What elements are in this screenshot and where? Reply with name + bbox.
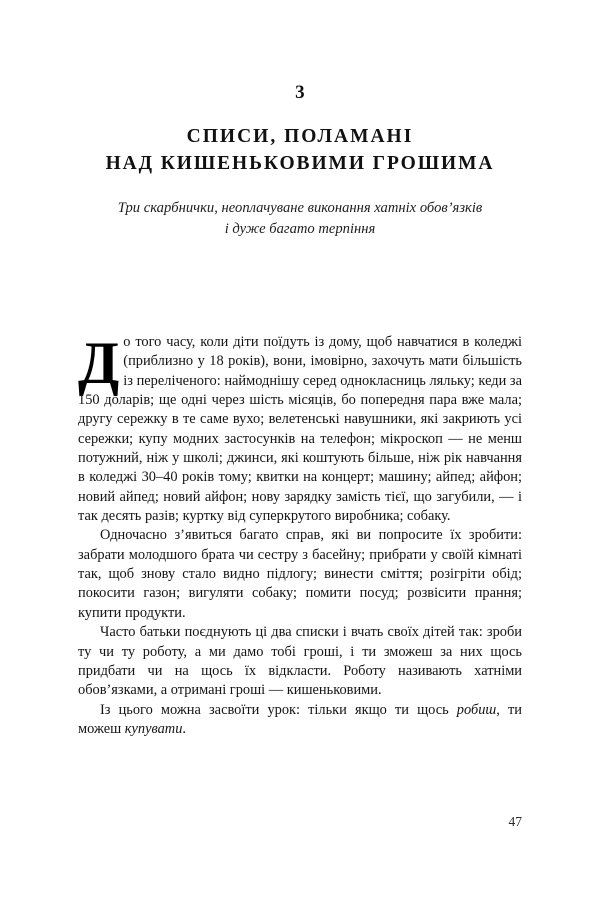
chapter-title-line-1: СПИСИ, ПОЛАМАНІ (186, 126, 414, 147)
chapter-number: 3 (295, 82, 305, 103)
chapter-subtitle-line-2: і дуже багато терпіння (224, 221, 376, 238)
chapter-title (78, 123, 522, 177)
paragraph-2-text: Одночасно з’явиться багато справ, які ви попросите їх зробити: забрати молодшого брата чи сестру з басейну; прибрати у своїй кімнаті так, щоб знову стало видно підлогу; винести сміття; розігріти обід; покосити газон; вигуляти собаку; помити посуд; розвісити прання; купити продукти. (78, 527, 522, 621)
paragraph-4-emphasis-robysh: робиш (456, 701, 497, 718)
chapter-subtitle-line-1: Три скарбнички, неоплачуване виконання хатніх обов’язків (117, 200, 483, 217)
paragraph-3 (78, 623, 522, 700)
drop-cap-letter: Д (78, 330, 120, 396)
paragraph-4 (78, 701, 522, 740)
body-text (78, 330, 522, 739)
paragraph-4-text-part-2: , ти можеш (78, 701, 522, 737)
page-number: 47 (508, 814, 522, 829)
paragraph-4-text-part-1: Із цього можна засвоїти урок: тільки якщо ти щось (100, 701, 457, 718)
chapter-title-line-2: НАД КИШЕНЬКОВИМИ ГРОШИМА (105, 153, 495, 174)
chapter-header (78, 82, 522, 240)
paragraph-3-text: Часто батьки поєднують ці два списки і вчать своїх дітей так: зроби ту чи ту роботу, а ми дамо тобі гроші, і ти зможеш за них щось придбати чи на щось їх відкласти. Роботу називають хатніми обов’язками, а отримані гроші — кишеньковими. (78, 624, 522, 699)
paragraph-1-text: о того часу, коли діти поїдуть із дому, щоб навчатися в коледжі (приблизно у 18 років), вони, імовірно, захочуть мати більшість із переліченого: наймоднішу серед однокласниць ляльку; кеди за 150 доларів; ще одні через шість місяців, бо попередня пара вже мала; другу сережку в те саме вухо; велетенські навушники, які закриють усі сережки; купу модних застосунків на телефон; мікроскоп — не менш потужний, ніж у школі; джинси, які коштують більше, ніж рік навчання в коледжі 30–40 років тому; квитки на концерт; машину; айпед; айфон; новий айпед; новий айфон; нову зарядку замість тієї, що загубили, — і так десять разів; куртку від суперкрутого виробника; собаку. (78, 334, 522, 525)
paragraph-4-text-part-3: . (182, 720, 187, 737)
paragraph-2 (78, 526, 522, 623)
paragraph-1 (78, 330, 522, 526)
paragraph-4-emphasis-kupuvaty: купувати (124, 720, 183, 737)
chapter-subtitle (78, 198, 522, 240)
